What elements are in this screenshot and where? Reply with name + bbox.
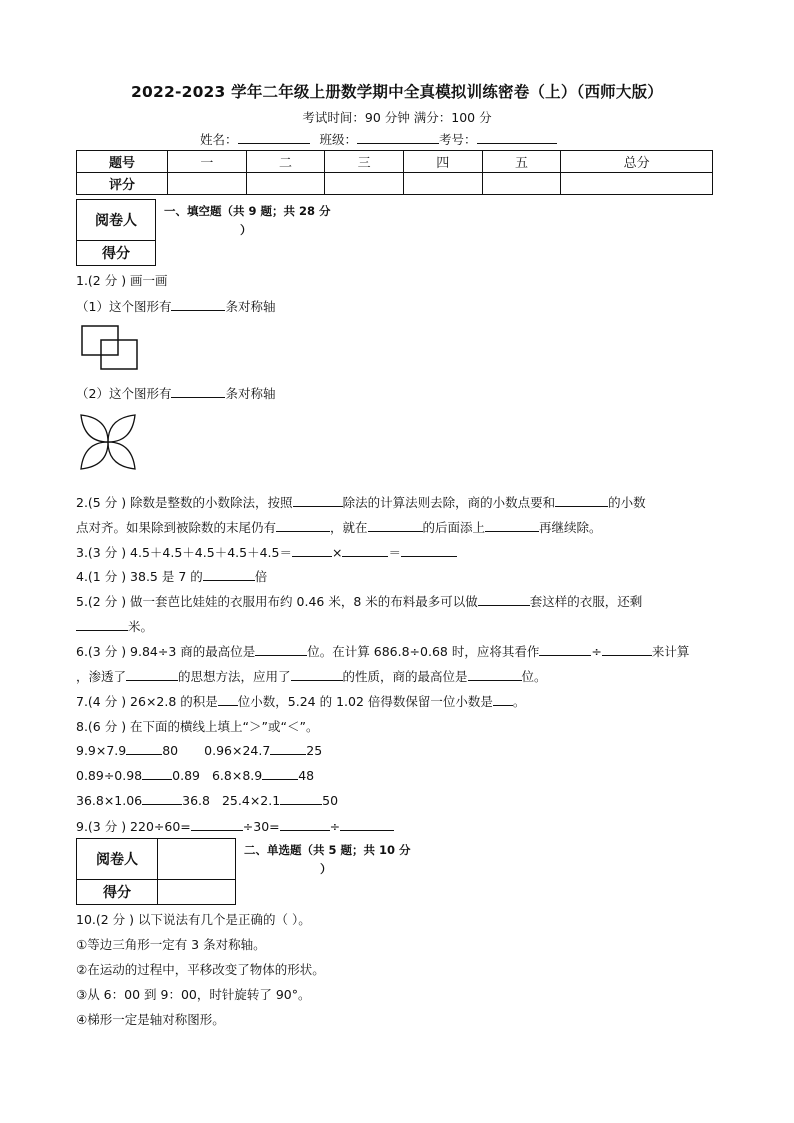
- grader-score-cell[interactable]: [158, 880, 236, 905]
- question-10-option-1: ①等边三角形一定有 3 条对称轴。: [76, 937, 266, 952]
- q8-r3-expr-2: 25.4×2.1: [221, 793, 281, 808]
- q8-r3-expr-1: 36.8×1.06: [76, 793, 143, 808]
- q2-blank-5[interactable]: [485, 519, 539, 532]
- score-cell[interactable]: [246, 173, 325, 195]
- q5-blank-2[interactable]: [76, 618, 128, 631]
- q2-blank-4[interactable]: [368, 519, 423, 532]
- q8-r2-value-2: 48: [298, 768, 315, 783]
- q6-text-b: 位。在计算 686.8÷0.68 时，应将其看作: [307, 644, 540, 659]
- question-5-line-1: [76, 592, 642, 610]
- q3-blank-1[interactable]: [292, 544, 332, 557]
- q2-text-d: 点对齐。如果除到被除数的末尾仍有: [76, 520, 277, 535]
- grader-score-label: 得分: [77, 241, 156, 266]
- question-2-line-1: [76, 493, 646, 511]
- question-6-line-2: [76, 667, 547, 685]
- score-header-total: 总分: [561, 151, 713, 173]
- q6-text-e: ，渗透了: [76, 669, 127, 684]
- section-1-title-end: ）: [240, 223, 252, 237]
- q6-blank-2[interactable]: [539, 643, 591, 656]
- overlapping-squares-figure: [80, 325, 140, 373]
- q5-blank-1[interactable]: [478, 593, 530, 606]
- q3-blank-3[interactable]: [401, 544, 457, 557]
- q4-blank[interactable]: [203, 568, 255, 581]
- q1-p2-blank[interactable]: [171, 385, 225, 398]
- q2-text-c: 的小数: [608, 495, 646, 510]
- class-label: 班级：: [319, 132, 358, 147]
- score-cell[interactable]: [168, 173, 247, 195]
- score-header-1: 一: [168, 151, 247, 173]
- q9-blank-3[interactable]: [340, 818, 394, 831]
- q7-blank-2[interactable]: [493, 693, 513, 706]
- q8-r1-blank-2[interactable]: [270, 742, 306, 755]
- question-3: [76, 543, 457, 561]
- q8-r3-blank-1[interactable]: [142, 792, 182, 805]
- grader-label: 阅卷人: [77, 200, 156, 241]
- question-4: [76, 567, 267, 585]
- q6-blank-6[interactable]: [468, 668, 522, 681]
- q9-blank-1[interactable]: [191, 818, 243, 831]
- q6-text-c: ÷: [591, 644, 602, 659]
- class-blank[interactable]: [357, 131, 439, 144]
- score-header-label: 题号: [77, 151, 168, 173]
- section-1-title: 一、填空题（共 9 题；共 28 分: [164, 204, 331, 218]
- q8-r1-expr-2: 0.96×24.7: [204, 743, 271, 758]
- q6-text-d: 来计算: [651, 644, 690, 659]
- question-8-row-1: [76, 742, 322, 758]
- q4-text-b: 倍: [254, 569, 268, 584]
- question-1-title: 1.(2 分 ) 画一画: [76, 273, 168, 288]
- q5-text-c: 米。: [128, 619, 154, 634]
- q6-blank-4[interactable]: [126, 668, 178, 681]
- q8-r1-blank-1[interactable]: [126, 742, 162, 755]
- q2-text-f: 的后面添上: [422, 520, 486, 535]
- grader-label: 阅卷人: [77, 839, 158, 880]
- score-header-3: 三: [325, 151, 404, 173]
- q1-p2-text: （2）这个图形有: [76, 386, 172, 401]
- score-cell[interactable]: [561, 173, 713, 195]
- q2-text-e: ，就在: [330, 520, 368, 535]
- score-header-5: 五: [482, 151, 561, 173]
- q8-r1-expr-1: 9.9×7.9: [76, 743, 127, 758]
- q5-text-a: 5.(2 分 ) 做一套芭比娃娃的衣服用布约 0.46 米，8 米的布料最多可以做: [76, 594, 478, 609]
- q6-blank-1[interactable]: [255, 643, 307, 656]
- question-1-part-2: [76, 384, 275, 402]
- score-cell[interactable]: [482, 173, 561, 195]
- q4-text-a: 4.(1 分 ) 38.5 是 7 的: [76, 569, 203, 584]
- four-petal-flower-figure: [79, 413, 139, 471]
- q1-p1-text: （1）这个图形有: [76, 299, 172, 314]
- question-9: [76, 817, 394, 835]
- question-10-title: 10.(2 分 ) 以下说法有几个是正确的（ ）。: [76, 912, 311, 927]
- section-2-title-end: ）: [320, 862, 332, 876]
- q1-p2-text-end: 条对称轴: [225, 386, 276, 401]
- q7-text-a: 7.(4 分 ) 26×2.8 的积是: [76, 694, 218, 709]
- q7-blank-1[interactable]: [218, 693, 238, 706]
- question-10-option-4: ④梯形一定是轴对称图形。: [76, 1012, 225, 1027]
- question-10-option-3: ③从 6：00 到 9：00，时针旋转了 90°。: [76, 987, 311, 1002]
- q8-r3-value-1: 36.8: [182, 793, 210, 808]
- score-header-2: 二: [246, 151, 325, 173]
- exam-info: 考试时间：90 分钟 满分：100 分: [302, 110, 492, 125]
- score-cell[interactable]: [325, 173, 404, 195]
- grader-name-cell[interactable]: [158, 839, 236, 880]
- q2-text-b: 除法的计算法则去除，商的小数点要和: [342, 495, 556, 510]
- q2-text-a: 2.(5 分 ) 除数是整数的小数除法，按照: [76, 495, 293, 510]
- q2-blank-1[interactable]: [293, 494, 343, 507]
- name-blank[interactable]: [238, 131, 310, 144]
- q2-text-g: 再继续除。: [539, 520, 602, 535]
- q9-text-b: ÷30=: [242, 819, 280, 834]
- question-5-line-2: [76, 617, 153, 635]
- question-10-option-2: ②在运动的过程中，平移改变了物体的形状。: [76, 962, 325, 977]
- q8-r1-value-1: 80: [162, 743, 179, 758]
- q6-text-f: 的思想方法，应用了: [178, 669, 291, 684]
- q8-r3-blank-2[interactable]: [280, 792, 322, 805]
- q9-blank-2[interactable]: [280, 818, 330, 831]
- question-7: [76, 692, 525, 710]
- q3-blank-2[interactable]: [342, 544, 388, 557]
- q3-text-b: ×: [331, 545, 343, 560]
- section-2-title: 二、单选题（共 5 题；共 10 分: [244, 843, 411, 857]
- q8-r2-expr-2: 6.8×8.9: [211, 768, 263, 783]
- q5-text-b: 套这样的衣服，还剩: [529, 594, 643, 609]
- grader-score-label: 得分: [77, 880, 158, 905]
- q6-text-a: 6.(3 分 ) 9.84÷3 商的最高位是: [76, 644, 256, 659]
- q1-p1-text-end: 条对称轴: [225, 299, 276, 314]
- q2-blank-3[interactable]: [276, 519, 330, 532]
- score-table: [76, 150, 713, 195]
- q8-r2-expr-1: 0.89÷0.98: [76, 768, 143, 783]
- q1-p1-blank[interactable]: [171, 298, 225, 311]
- q6-text-h: 位。: [521, 669, 547, 684]
- q8-r1-value-2: 25: [306, 743, 323, 758]
- question-6-line-1: [76, 642, 689, 660]
- question-8-row-2: [76, 767, 314, 783]
- question-8-title: 8.(6 分 ) 在下面的横线上填上“＞”或“＜”。: [76, 719, 319, 734]
- exam-title: 2022-2023 学年二年级上册数学期中全真模拟训练密卷（上）（西师大版）: [131, 83, 663, 101]
- score-header-4: 四: [403, 151, 482, 173]
- q7-text-b: 位小数，5.24 的 1.02 倍得数保留一位小数是: [237, 694, 493, 709]
- q8-r2-blank-1[interactable]: [142, 767, 172, 780]
- q9-text-c: ÷: [329, 819, 341, 834]
- q6-blank-5[interactable]: [291, 668, 343, 681]
- score-cell[interactable]: [403, 173, 482, 195]
- grader-box-1: [76, 199, 156, 266]
- number-blank[interactable]: [477, 131, 557, 144]
- q7-text-c: 。: [512, 694, 526, 709]
- student-info-line: [200, 130, 557, 148]
- number-label: 考号：: [439, 132, 477, 147]
- q6-text-g: 的性质，商的最高位是: [342, 669, 468, 684]
- question-1-part-1: [76, 297, 275, 315]
- name-label: 姓名：: [200, 132, 238, 147]
- q3-text-c: ＝: [388, 545, 401, 560]
- score-row-label: 评分: [77, 173, 168, 195]
- q8-r2-value-1: 0.89: [172, 768, 200, 783]
- q9-text-a: 9.(3 分 ) 220÷60=: [76, 819, 191, 834]
- question-2-line-2: [76, 518, 602, 536]
- q3-text-a: 3.(3 分 ) 4.5＋4.5＋4.5＋4.5＋4.5＝: [76, 545, 292, 560]
- q8-r3-value-2: 50: [322, 793, 339, 808]
- q6-blank-3[interactable]: [602, 643, 652, 656]
- question-8-row-3: [76, 792, 338, 808]
- grader-box-2: [76, 838, 236, 905]
- q8-r2-blank-2[interactable]: [262, 767, 298, 780]
- q2-blank-2[interactable]: [555, 494, 608, 507]
